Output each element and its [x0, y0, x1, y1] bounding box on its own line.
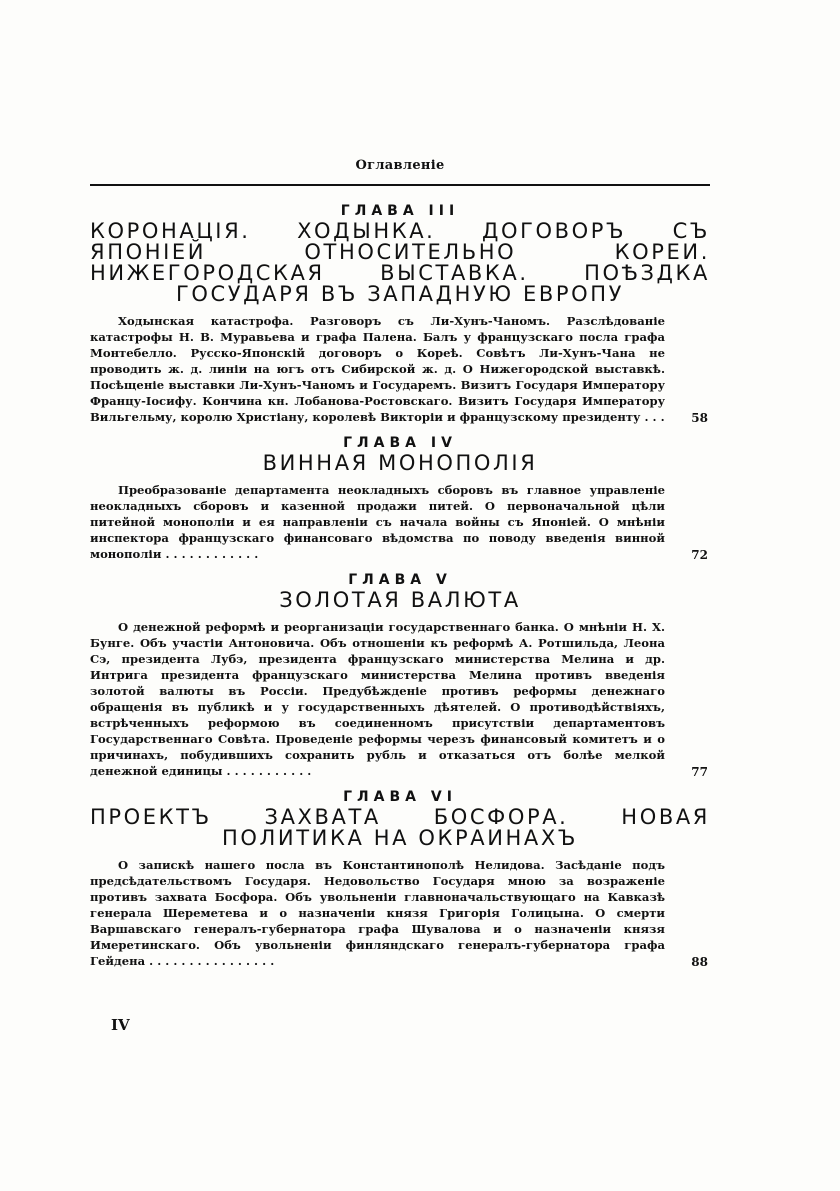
page-number: 77: [691, 765, 708, 779]
header-rule: [90, 184, 710, 186]
chapter-label: ГЛАВА V: [348, 572, 452, 588]
page-number: 72: [691, 548, 708, 562]
chapter-summary-row: [90, 857, 710, 969]
chapter-title: ПРОЕКТЪ ЗАХВАТА БОСФОРА. НОВАЯ ПОЛИТИКА НА ОКРАИНАХЪ: [90, 805, 710, 850]
chapter-entry: [90, 203, 710, 425]
chapter-label: ГЛАВА III: [340, 203, 460, 219]
table-of-contents: [90, 203, 710, 969]
chapter-entry: [90, 572, 710, 779]
chapter-summary-row: [90, 482, 710, 562]
running-head: Оглавленіе: [355, 158, 445, 173]
chapter-summary: Ходынская катастрофа. Разговоръ съ Ли-Хунъ-Чаномъ. Разслѣдованіе катастрофы Н. В. Муравьева и графа Палена. Балъ у французскаго посла графа Монтебелло. Русско-Японскій договоръ о Кореѣ. Совѣтъ Ли-Хунъ-Чана не проводить ж. д. линіи на югъ отъ Сибирской ж. д. О Нижегородской выставкѣ. Посѣщеніе выставки Ли-Хунъ-Чаномъ и Государемъ. Визитъ Государя Императору Францу-Іосифу. Кончина кн. Лобанова-Ростовскаго. Визитъ Государя Императору Вильгельму, королю Христіану, королевѣ Викторіи и французскому президенту . . .: [90, 314, 665, 424]
chapter-summary-row: [90, 619, 710, 779]
chapter-title: ЗОЛОТАЯ ВАЛЮТА: [279, 588, 521, 612]
chapter-label: ГЛАВА IV: [343, 435, 457, 451]
chapter-summary-row: [90, 313, 710, 425]
page-number: 58: [691, 411, 708, 425]
chapter-summary: О денежной реформѣ и реорганизаціи государственнаго банка. О мнѣніи Н. Х. Бунге. Объ участіи Антоновича. Объ отношеніи къ реформѣ А. Ротшильда, Леона Сэ, президента Лубэ, президента французскаго министерства Мелина и др. Интрига президента французскаго министерства Мелина противъ введенія золотой валюты въ Россіи. Предубѣжденіе противъ реформы денежнаго обращенія въ публикѣ и у государственныхъ дѣятелей. О противодѣйствіяхъ, встрѣченныхъ реформою въ соединенномъ присутствіи департаментовъ Государственнаго Совѣта. Проведеніе реформы черезъ финансовый комитетъ и о причинахъ, побудившихъ сохранить рубль и отказаться отъ болѣе мелкой денежной единицы . . . . . . . . . . .: [90, 620, 665, 778]
page-folio: IV: [111, 1016, 130, 1034]
page-number: 88: [691, 955, 708, 969]
chapter-summary: О запискѣ нашего посла въ Константинополѣ Нелидова. Засѣданіе подъ предсѣдательствомъ Государя. Недовольство Государя мною за возраженіе противъ захвата Босфора. Объ увольненіи главноначальствующаго на Кавказѣ генерала Шереметева и о назначеніи князя Григорія Голицына. О смерти Варшавскаго генералъ-губернатора графа Шувалова и о назначеніи князя Имеретинскаго. Объ увольненіи финляндскаго генералъ-губернатора графа Гейдена . . . . . . . . . . . . . . . .: [90, 858, 665, 968]
chapter-entry: [90, 789, 710, 969]
chapter-title: КОРОНАЦІЯ. ХОДЫНКА. ДОГОВОРЪ СЪ ЯПОНІЕЙ ОТНОСИТЕЛЬНО КОРЕИ. НИЖЕГОРОДСКАЯ ВЫСТАВКА. ПОѢЗДКА ГОСУДАРЯ ВЪ ЗАПАДНУЮ ЕВРОПУ: [90, 219, 710, 306]
chapter-summary: Преобразованіе департамента неокладныхъ сборовъ въ главное управленіе неокладныхъ сборовъ и казенной продажи питей. О первоначальной цѣли питейной монополіи и ея направленіи съ начала войны съ Японіей. О мнѣніи инспектора французскаго финансоваго вѣдомства по поводу введенія винной монополіи . . . . . . . . . . . .: [90, 483, 665, 561]
chapter-entry: [90, 435, 710, 562]
chapter-title: ВИННАЯ МОНОПОЛІЯ: [262, 451, 538, 475]
chapter-label: ГЛАВА VI: [343, 789, 457, 805]
